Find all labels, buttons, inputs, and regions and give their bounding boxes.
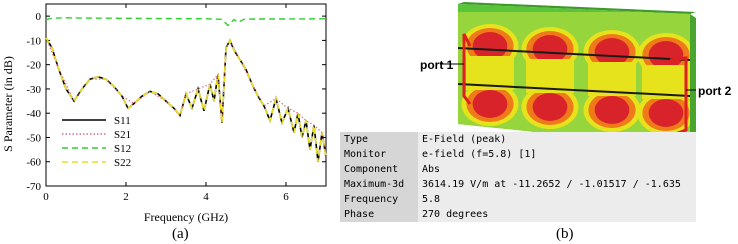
legend-label: S11 — [114, 115, 131, 127]
y-tick-label: -20 — [26, 59, 41, 72]
field-hotspot — [533, 35, 568, 63]
field-view-3d — [340, 0, 738, 132]
y-tick-label: -70 — [26, 181, 41, 193]
caption-b: (b) — [556, 226, 574, 242]
y-tick-label: -50 — [26, 132, 41, 145]
series-line-s21 — [46, 38, 326, 157]
x-tick-label: 4 — [203, 191, 209, 203]
series-line-s11 — [46, 38, 326, 162]
table-row — [340, 207, 696, 222]
table-row — [340, 177, 696, 192]
field-hotspot — [533, 93, 568, 121]
table-row — [340, 132, 696, 147]
y-axis-label: S Parameter (in dB) — [1, 56, 15, 152]
x-tick-label: 6 — [283, 191, 289, 203]
field-visualization-panel — [340, 0, 738, 244]
info-key: Component — [340, 162, 418, 177]
y-tick-label: -60 — [26, 156, 41, 169]
field-hotspot — [649, 41, 684, 69]
field-distribution — [450, 0, 700, 132]
field-info-table — [340, 132, 696, 222]
y-tick-label: -30 — [26, 83, 41, 96]
port-1-label: port 1 — [420, 58, 454, 72]
legend-label: S22 — [114, 157, 132, 169]
plot-area — [26, 4, 326, 203]
table-row — [340, 192, 696, 207]
board-edge — [690, 14, 696, 132]
field-hotspot — [473, 90, 508, 118]
table-row — [340, 147, 696, 162]
port-2-label: port 2 — [698, 84, 732, 98]
info-value: 5.8 — [418, 192, 696, 207]
info-value: e-field (f=5.8) [1] — [418, 147, 696, 162]
info-key: Maximum-3d — [340, 177, 418, 192]
field-hotspot — [595, 96, 630, 124]
field-hotspot — [595, 38, 630, 66]
caption-a: (a) — [172, 226, 189, 242]
legend-label: S21 — [114, 129, 132, 141]
field-hotspot — [649, 99, 684, 127]
y-tick-label: -10 — [26, 35, 41, 48]
info-value: 270 degrees — [418, 207, 696, 222]
series-line-s22 — [46, 38, 326, 162]
x-tick-label: 0 — [43, 191, 49, 203]
y-tick-label: -40 — [26, 108, 41, 121]
info-key: Frequency — [340, 192, 418, 207]
y-tick-label: 0 — [35, 11, 41, 24]
info-value: 3614.19 V/m at -11.2652 / -1.01517 / -1.635 — [418, 177, 696, 192]
legend-label: S12 — [114, 143, 132, 155]
x-tick-label: 2 — [123, 191, 129, 203]
info-value: E-Field (peak) — [418, 132, 696, 147]
info-key: Phase — [340, 207, 418, 222]
s-parameter-chart — [0, 0, 340, 244]
field-hotspot — [473, 32, 508, 60]
info-key: Type — [340, 132, 418, 147]
x-axis-label: Frequency (GHz) — [143, 210, 229, 224]
info-value: Abs — [418, 162, 696, 177]
series-line-s12 — [46, 18, 326, 26]
table-row — [340, 162, 696, 177]
info-key: Monitor — [340, 147, 418, 162]
